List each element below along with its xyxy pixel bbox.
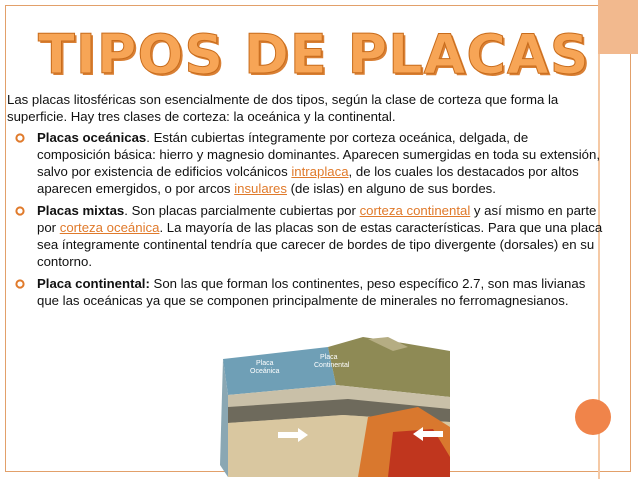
link-insulares[interactable]: insulares (234, 181, 287, 196)
corner-accent (598, 0, 638, 54)
bullet-ring-icon (15, 206, 25, 216)
bullet-mixed (7, 202, 605, 270)
link-intraplaca[interactable]: intraplaca (291, 164, 349, 179)
bullet-term: Placa continental: (37, 276, 150, 291)
bullet-ring-icon (15, 133, 25, 143)
bullet-term: Placas oceánicas (37, 130, 147, 145)
bullet-text: y así mismo en parte por (37, 203, 597, 235)
bullet-text: (de islas) en alguno de sus bordes. (286, 181, 496, 196)
bullet-text: . Están cubiertas íntegramente por corteza oceánica, delgada, de composición básica: hierro y magnesio dominantes. Aparecen sumergidas en toda su extensión, salvo por existencia de edificios volcánicos (37, 130, 600, 179)
plate-diagram (218, 337, 453, 477)
bullet-text: . Son placas parcialmente cubiertas por (124, 203, 360, 218)
intro-paragraph: Las placas litosféricas son esencialmente de dos tipos, según la clase de corteza que forma la superficie. Hay tres clases de corteza: la oceánica y la continental. (7, 92, 559, 124)
slide-content (7, 91, 605, 314)
bullet-term: Placas mixtas (37, 203, 125, 218)
bullet-continental (7, 275, 605, 309)
link-corteza-oceanica[interactable]: corteza oceánica (59, 220, 160, 235)
page-title: TIPOS DE PLACAS (38, 23, 590, 86)
label-continental-line2: Continental (314, 362, 350, 369)
decorative-circle (575, 399, 611, 435)
bullet-ring-icon (15, 279, 25, 289)
label-continental-line1: Placa (320, 354, 338, 361)
bullet-text: . La mayoría de las placas son de estas características. Para que una placa sea íntegramente continental tendría que carecer de bordes de tipo divergente (dorsales) en su contorno. (37, 220, 603, 269)
label-oceanic-line1: Placa (256, 360, 274, 367)
bullet-oceanic (7, 129, 605, 197)
bullet-text: , de los cuales los destacados por altos aparecen emergidos, o por arcos (37, 164, 579, 196)
label-oceanic-line2: Oceánica (250, 368, 280, 375)
bullet-text: Son las que forman los continentes, peso específico 2.7, son mas livianas que las oceánicas ya que se componen principalmente de minerales no ferromagnesianos. (37, 276, 586, 308)
link-corteza-continental[interactable]: corteza continental (359, 203, 471, 218)
